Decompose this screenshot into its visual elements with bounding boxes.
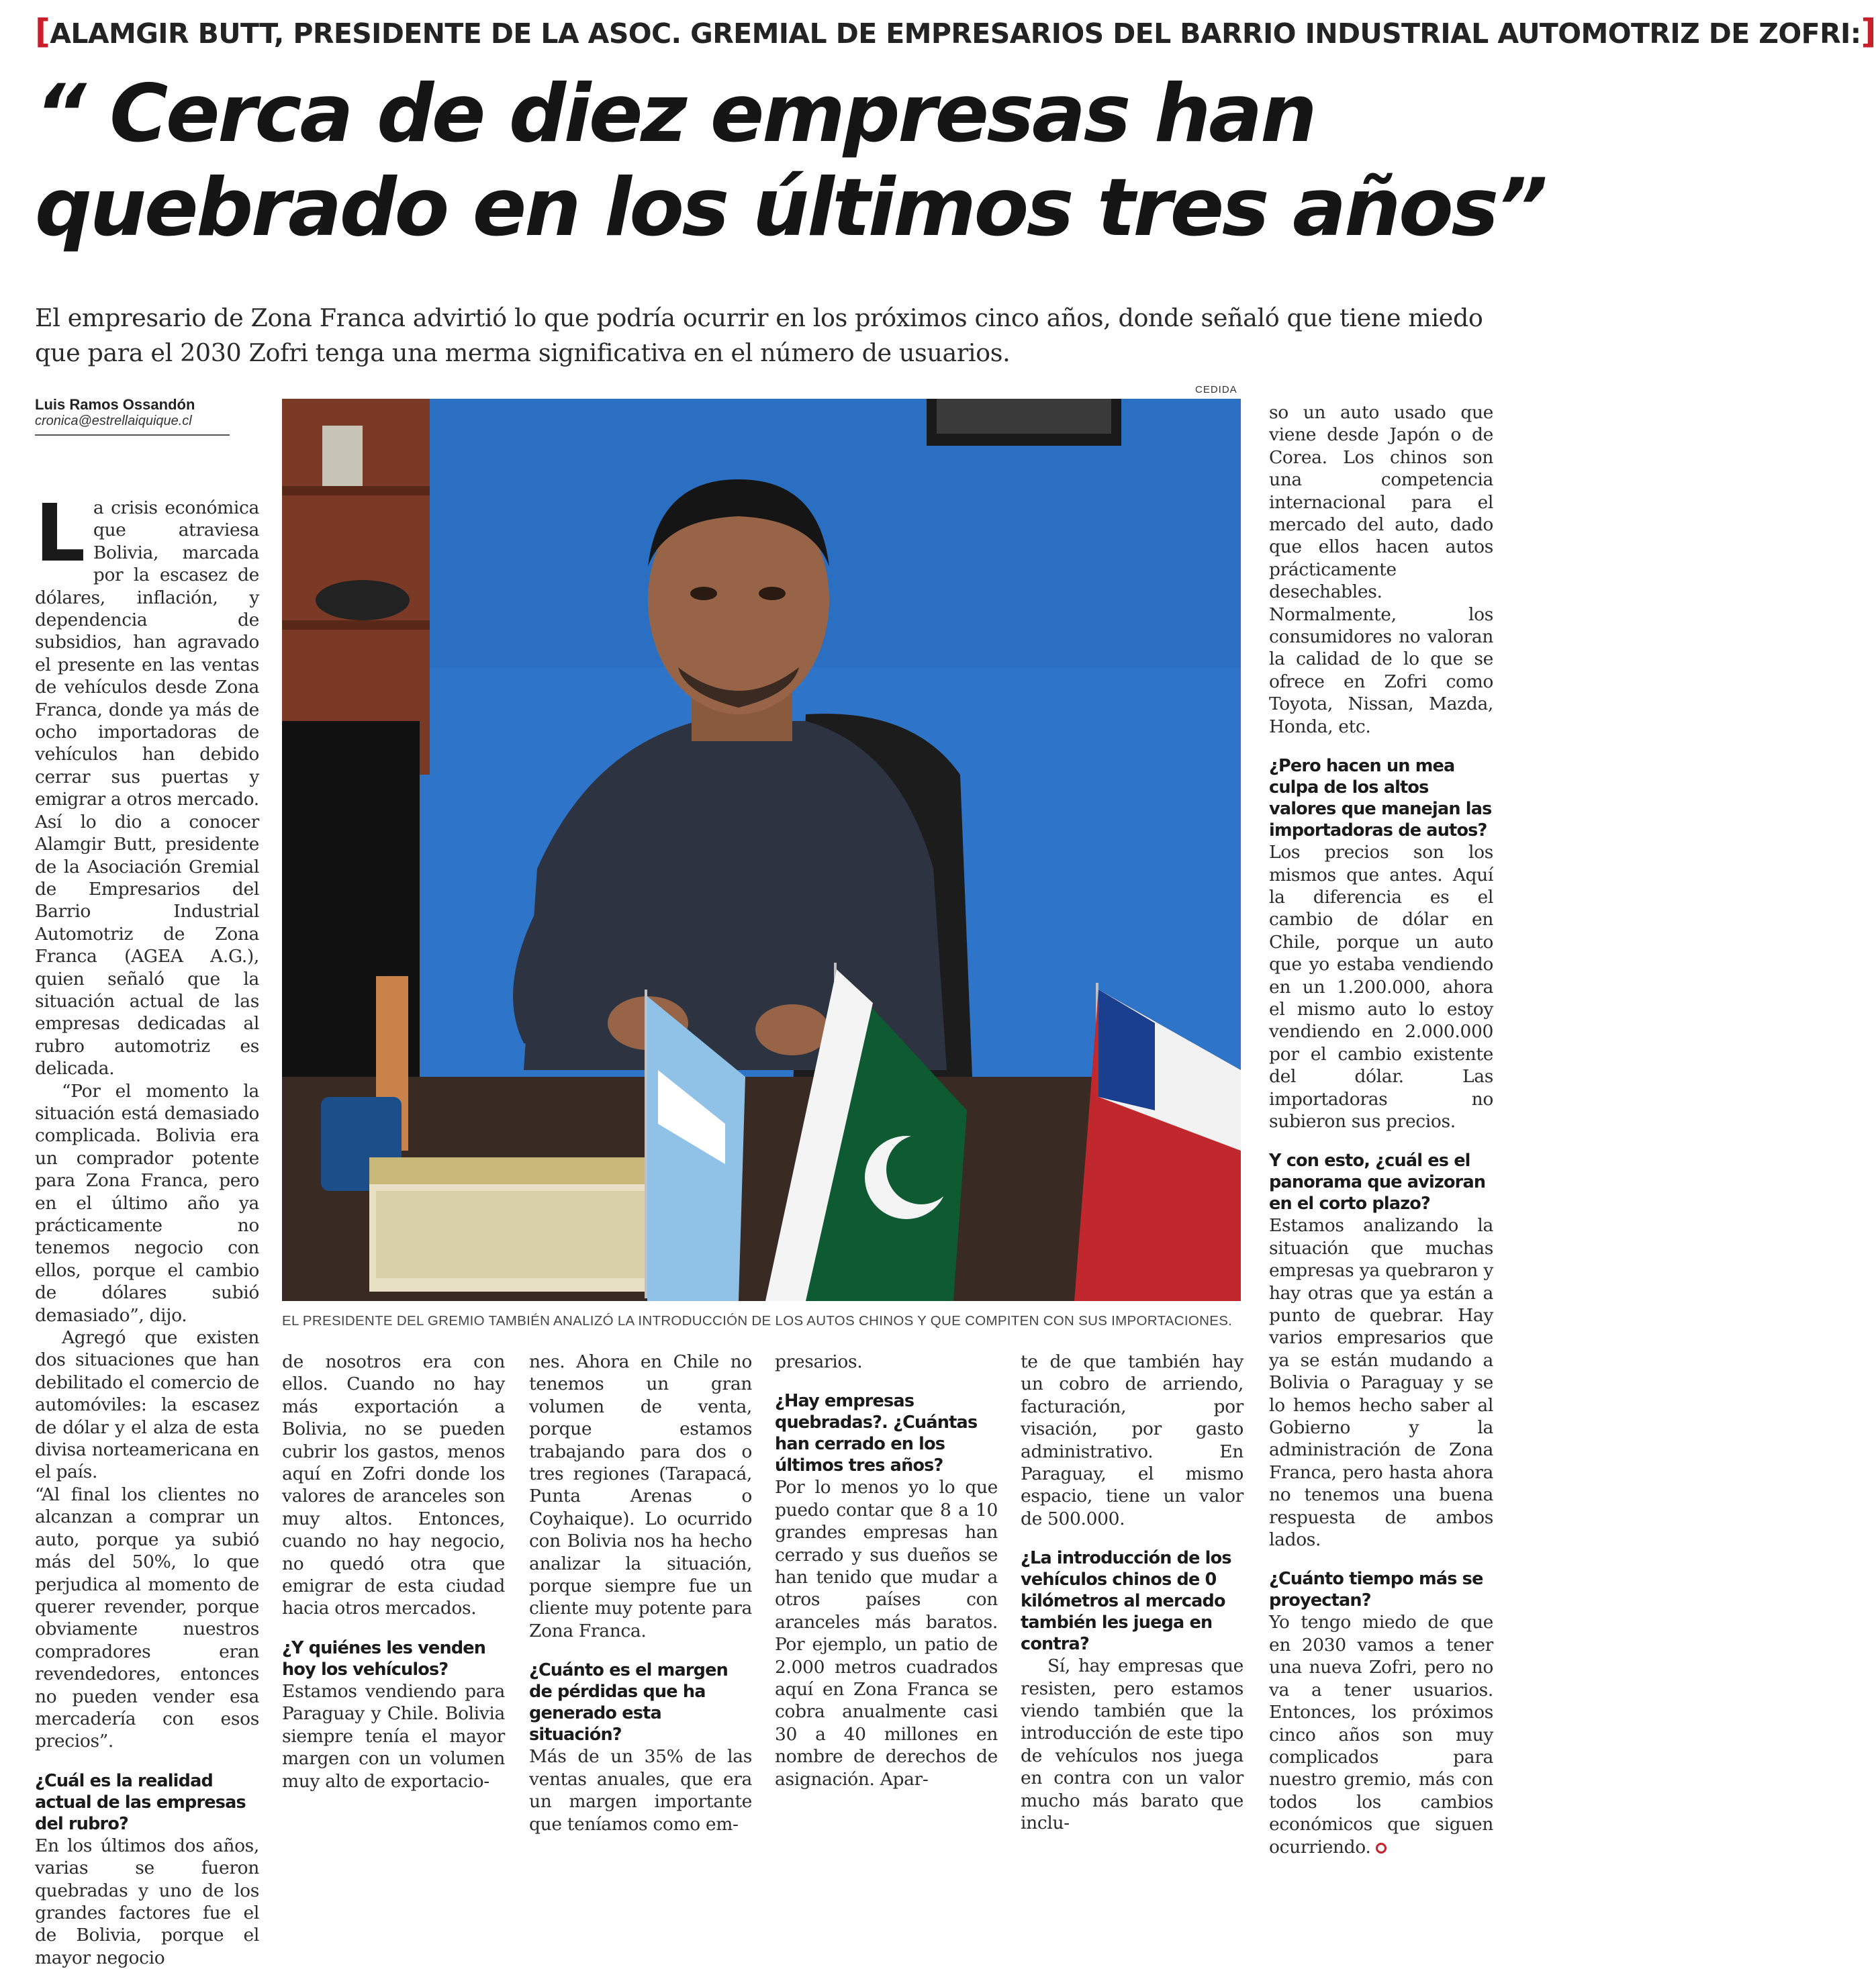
headline-line-2: quebrado en los últimos tres años”	[35, 162, 1546, 254]
flag-pole	[645, 990, 647, 1298]
question-8: ¿Cuánto tiempo más se proyectan?	[1269, 1569, 1483, 1611]
article-photo	[282, 399, 1241, 1301]
answer-2b: nes. Ahora en Chile no tenemos un gran volumen de venta, porque estamos trabajando para dos o tres regiones (Tarapacá, Punta Arenas o Coyhaique). Lo ocurrido con Bolivia nos ha hecho analizar la situación, porque siempre fue un cliente muy potente para Zona Franca.	[529, 1351, 752, 1641]
answer-6: Los precios son los mismos que antes. Aquí la diferencia es el cambio de dólar en Chile, porque un auto que yo estaba vendiendo en un 1.200.000, ahora el mismo auto lo estoy vendiendo en 2.000.000 por el cambio existente del dólar. Las importadoras no subieron sus precios.	[1269, 842, 1493, 1132]
author-email: cronica@estrellaiquique.cl	[35, 414, 192, 428]
paragraph-3: “Por el momento la situación está demasiado complicada. Bolivia era un comprador potente para Zona Franca, pero en el último año ya prácticamente no tenemos negocio con ellos, porque el cambio de dólares subió demasiado”, dijo.	[35, 1080, 259, 1326]
photo-caption: EL PRESIDENTE DEL GREMIO TAMBIÉN ANALIZÓ LA INTRODUCCIÓN DE LOS AUTOS CHINOS Y QUE COMPITEN CON SUS IMPORTACIONES.	[282, 1313, 1233, 1329]
kicker	[35, 12, 1876, 54]
kicker-text: ALAMGIR BUTT, PRESIDENTE DE LA ASOC. GREMIAL DE EMPRESARIOS DEL BARRIO INDUSTRIAL AUTOMOTRIZ DE ZOFRI:	[50, 17, 1861, 50]
article-column-2	[282, 1351, 505, 1792]
end-mark-icon	[1376, 1843, 1387, 1854]
answer-3b: presarios.	[775, 1351, 863, 1372]
question-6: ¿Pero hacen un mea culpa de los altos valores que manejan las importadoras de autos?	[1269, 756, 1492, 841]
answer-1a: En los últimos dos años, varias se fueron quebradas y uno de los grandes factores fue el de Bolivia, porque el mayor negocio	[35, 1835, 259, 1968]
headline-line-1: “ Cerca de diez empresas han	[35, 68, 1315, 160]
question-7: Y con esto, ¿cuál es el panorama que avizoran en el corto plazo?	[1269, 1151, 1486, 1214]
paragraph-1-text: a crisis económica que atraviesa Bolivia, marcada por la escasez de dólares, inflación, y dependencia de subsidios, han agravado el presente en las ventas de vehículos desde Zona Franca, donde ya más de ocho importadoras de vehículos han debido cerrar sus puertas y emigrar a otros mercado.	[35, 497, 259, 810]
deck	[35, 301, 1499, 371]
byline	[35, 396, 230, 436]
answer-4b: te de que también hay un cobro de arriendo, facturación, por visación, por gasto administrativo. En Paraguay, el mismo espacio, tiene un valor de 500.000.	[1021, 1351, 1244, 1529]
question-1: ¿Cuál es la realidad actual de las empresas del rubro?	[35, 1770, 246, 1834]
paragraph-4: Agregó que existen dos situaciones que han debilitado el comercio de automóviles: la escasez de dólar y el alza de esta divisa norteamericana en el país.	[35, 1327, 259, 1483]
article-column-3	[529, 1351, 752, 1835]
photo-credit: CEDIDA	[1195, 384, 1237, 395]
headline	[35, 67, 1546, 255]
article-column-6	[1269, 401, 1493, 1858]
paragraph-5: “Al final los clientes no alcanzan a comprar un auto, porque ya subió más del 50%, lo que perjudica al momento de querer revender, porque obviamente nuestros compradores eran revendedores, entonces no pueden vender esa mercadería con esos precios”.	[35, 1484, 259, 1752]
article-column-5	[1021, 1351, 1244, 1835]
paragraph-1	[35, 487, 259, 811]
deck-line-1: El empresario de Zona Franca advirtió lo que podría ocurrir en los próximos cinco años, donde señaló que tiene miedo	[35, 303, 1483, 332]
answer-8-wrap	[1269, 1611, 1493, 1858]
author-name: Luis Ramos Ossandón	[35, 396, 195, 413]
drop-cap: L	[35, 487, 85, 579]
answer-8: Yo tengo miedo de que en 2030 vamos a tener una nueva Zofri, pero no va a tener usuarios. Entonces, los próximos cinco años son muy complicados para nuestro gremio, más con todos los cambios económicos que siguen ocurriendo.	[1269, 1612, 1493, 1858]
answer-2a: Estamos vendiendo para Paraguay y Chile. Bolivia siempre tenía el mayor margen con un volumen muy alto de exportacio-	[282, 1680, 505, 1792]
question-4: ¿Hay empresas quebradas?. ¿Cuántas han cerrado en los últimos tres años?	[775, 1391, 978, 1476]
deck-line-2: que para el 2030 Zofri tenga una merma significativa en el número de usuarios.	[35, 338, 1011, 367]
question-2: ¿Y quiénes les venden hoy los vehículos?	[282, 1637, 486, 1680]
answer-1b: de nosotros era con ellos. Cuando no hay más exportación a Bolivia, no se pueden cubrir los gastos, menos aquí en Zofri donde los valores de aranceles son muy altos. Entonces, cuando no hay negocio, no quedó otra que emigrar de esta ciudad hacia otros mercados.	[282, 1351, 505, 1619]
answer-7: Estamos analizando la situación que muchas empresas ya quebraron y hay otras que ya están a punto de quebrar. Hay varios empresarios que ya se están mudando a Bolivia o Paraguay y se lo hemos hecho saber al Gobierno y la administración de Zona Franca, pero hasta ahora no tenemos una buena respuesta de ambos lados.	[1269, 1215, 1493, 1551]
kicker-open-bracket: [	[35, 12, 50, 51]
answer-5b: so un auto usado que viene desde Japón o de Corea. Los chinos son una competencia internacional para el mercado del auto, dado que ellos hacen autos prácticamente desechables. Normalmente, los consumidores no valoran la calidad de lo que se ofrece en Zofri como Toyota, Nissan, Mazda, Honda, etc.	[1269, 402, 1493, 737]
question-3: ¿Cuánto es el margen de pérdidas que ha generado esta situación?	[529, 1660, 728, 1745]
answer-4a: Por lo menos yo lo que puedo contar que 8 a 10 grandes empresas han cerrado y sus dueños se han tenido que mudar a otros países con aranceles más baratos. Por ejemplo, un patio de 2.000 metros cuadrados aquí en Zona Franca se cobra anualmente casi 30 a 40 millones en nombre de derechos de asignación. Apar-	[775, 1477, 998, 1790]
article-column-4	[775, 1351, 998, 1790]
answer-5a: Sí, hay empresas que resisten, pero estamos viendo también que la introducción de este tipo de vehículos nos juega en contra con un valor mucho más barato que inclu-	[1021, 1655, 1244, 1834]
answer-3a: Más de un 35% de las ventas anuales, que era un margen importante que teníamos como em-	[529, 1746, 752, 1835]
kicker-close-bracket: ]	[1861, 12, 1876, 51]
photo-illustration	[282, 399, 1241, 1301]
question-5: ¿La introducción de los vehículos chinos de 0 kilómetros al mercado también les juega en contra?	[1021, 1548, 1231, 1655]
article-column-1	[35, 487, 259, 1969]
paragraph-2: Así lo dio a conocer Alamgir Butt, presidente de la Asociación Gremial de Empresarios del Barrio Industrial Automotriz de Zona Franca (AGEA A.G.), quien señaló que la situación actual de las empresas dedicadas al rubro automotriz es delicada.	[35, 811, 259, 1079]
